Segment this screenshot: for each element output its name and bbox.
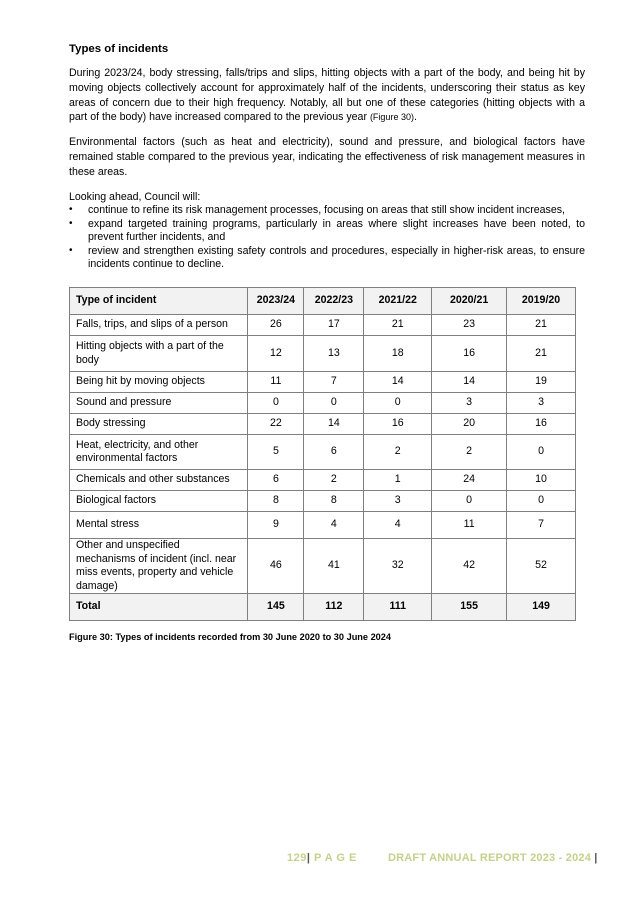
table-row: [70, 435, 576, 470]
paragraph-1-end: .: [413, 111, 417, 124]
value-cell: 18: [364, 336, 432, 372]
paragraph-1-text: During 2023/24, body stressing, falls/trips and slips, hitting objects with a part of the body, and being hit by moving objects collectively account for approximately half of the incidents, underscoring their status as key areas of concern due to their high frequency. Notably, all but one of these categories (hitting objects with a part of the body) have increased compared to the previous year: [69, 67, 585, 124]
table-row: [70, 414, 576, 435]
value-cell: 41: [304, 539, 364, 594]
value-cell: 9: [248, 512, 304, 539]
incident-type-cell: Falls, trips, and slips of a person: [70, 315, 248, 336]
value-cell: 16: [432, 336, 507, 372]
table-row: [70, 491, 576, 512]
bullet-list: [69, 204, 585, 270]
total-value-cell: 149: [507, 594, 576, 621]
page-number-value: 129: [287, 852, 307, 864]
value-cell: 6: [304, 435, 364, 470]
value-cell: 23: [432, 315, 507, 336]
value-cell: 8: [304, 491, 364, 512]
value-cell: 4: [364, 512, 432, 539]
total-label: Total: [70, 594, 248, 621]
total-value-cell: 111: [364, 594, 432, 621]
incident-type-cell: Mental stress: [70, 512, 248, 539]
value-cell: 20: [432, 414, 507, 435]
table-row: [70, 539, 576, 594]
value-cell: 46: [248, 539, 304, 594]
value-cell: 0: [507, 435, 576, 470]
table-header-row: [70, 288, 576, 315]
value-cell: 52: [507, 539, 576, 594]
figure-caption: Figure 30: Types of incidents recorded from 30 June 2020 to 30 June 2024: [69, 632, 392, 642]
value-cell: 21: [507, 336, 576, 372]
value-cell: 16: [507, 414, 576, 435]
value-cell: 2: [364, 435, 432, 470]
incident-type-cell: Being hit by moving objects: [70, 372, 248, 393]
table-row: [70, 372, 576, 393]
value-cell: 21: [364, 315, 432, 336]
total-value-cell: 155: [432, 594, 507, 621]
value-cell: 26: [248, 315, 304, 336]
value-cell: 3: [507, 393, 576, 414]
incident-type-cell: Hitting objects with a part of the body: [70, 336, 248, 372]
table-total-row: [70, 594, 576, 621]
value-cell: 7: [304, 372, 364, 393]
table-row: [70, 315, 576, 336]
bullet-item: • continue to refine its risk management processes, focusing on areas that still show incident increases,: [69, 204, 585, 217]
header-2023-24: 2023/24: [248, 288, 304, 315]
value-cell: 24: [432, 470, 507, 491]
header-type: Type of incident: [70, 288, 248, 315]
value-cell: 6: [248, 470, 304, 491]
lead-text: Looking ahead, Council will:: [69, 190, 201, 203]
value-cell: 19: [507, 372, 576, 393]
header-2022-23: 2022/23: [304, 288, 364, 315]
value-cell: 0: [432, 491, 507, 512]
value-cell: 0: [507, 491, 576, 512]
value-cell: 0: [304, 393, 364, 414]
bullet-item: • review and strengthen existing safety controls and procedures, especially in higher-risk areas, to ensure incidents continue to decline.: [69, 245, 585, 271]
table-row: [70, 512, 576, 539]
section-heading: Types of incidents: [69, 43, 169, 55]
body-text: [69, 42, 585, 271]
value-cell: 11: [432, 512, 507, 539]
header-2020-21: 2020/21: [432, 288, 507, 315]
incidents-table: [69, 287, 576, 621]
value-cell: 1: [364, 470, 432, 491]
value-cell: 13: [304, 336, 364, 372]
value-cell: 14: [364, 372, 432, 393]
incident-type-cell: Heat, electricity, and other environmental factors: [70, 435, 248, 470]
incident-type-cell: Chemicals and other substances: [70, 470, 248, 491]
value-cell: 5: [248, 435, 304, 470]
value-cell: 21: [507, 315, 576, 336]
figure-reference: (Figure 30): [369, 112, 414, 123]
header-2021-22: 2021/22: [364, 288, 432, 315]
value-cell: 8: [248, 491, 304, 512]
value-cell: 7: [507, 512, 576, 539]
total-value-cell: 112: [304, 594, 364, 621]
page-word: P A G E: [314, 852, 357, 864]
value-cell: 0: [364, 393, 432, 414]
value-cell: 17: [304, 315, 364, 336]
value-cell: 4: [304, 512, 364, 539]
report-title-text: DRAFT ANNUAL REPORT 2023 - 2024: [388, 852, 592, 864]
total-value-cell: 145: [248, 594, 304, 621]
value-cell: 22: [248, 414, 304, 435]
paragraph-2: Environmental factors (such as heat and electricity), sound and pressure, and biological factors have remained stable compared to the previous year, indicating the effectiveness of risk management measures in these areas.: [69, 136, 585, 178]
page-number: 129| P A G E: [287, 852, 357, 864]
value-cell: 14: [432, 372, 507, 393]
incident-type-cell: Biological factors: [70, 491, 248, 512]
value-cell: 14: [304, 414, 364, 435]
paragraph-1: [69, 66, 585, 125]
incident-type-cell: Body stressing: [70, 414, 248, 435]
value-cell: 2: [304, 470, 364, 491]
bullet-item: • expand targeted training programs, particularly in areas where slight increases have been noted, to prevent further incidents, and: [69, 218, 585, 244]
value-cell: 11: [248, 372, 304, 393]
page-footer: [0, 852, 637, 866]
value-cell: 16: [364, 414, 432, 435]
incident-type-cell: Sound and pressure: [70, 393, 248, 414]
value-cell: 2: [432, 435, 507, 470]
table-row: [70, 393, 576, 414]
table-row: [70, 336, 576, 372]
value-cell: 12: [248, 336, 304, 372]
value-cell: 10: [507, 470, 576, 491]
report-title: DRAFT ANNUAL REPORT 2023 - 2024 |: [388, 852, 598, 864]
header-2019-20: 2019/20: [507, 288, 576, 315]
value-cell: 3: [432, 393, 507, 414]
table-row: [70, 470, 576, 491]
value-cell: 3: [364, 491, 432, 512]
value-cell: 42: [432, 539, 507, 594]
incident-type-cell: Other and unspecified mechanisms of incident (incl. near miss events, property and vehicle damage): [70, 539, 248, 594]
value-cell: 0: [248, 393, 304, 414]
value-cell: 32: [364, 539, 432, 594]
